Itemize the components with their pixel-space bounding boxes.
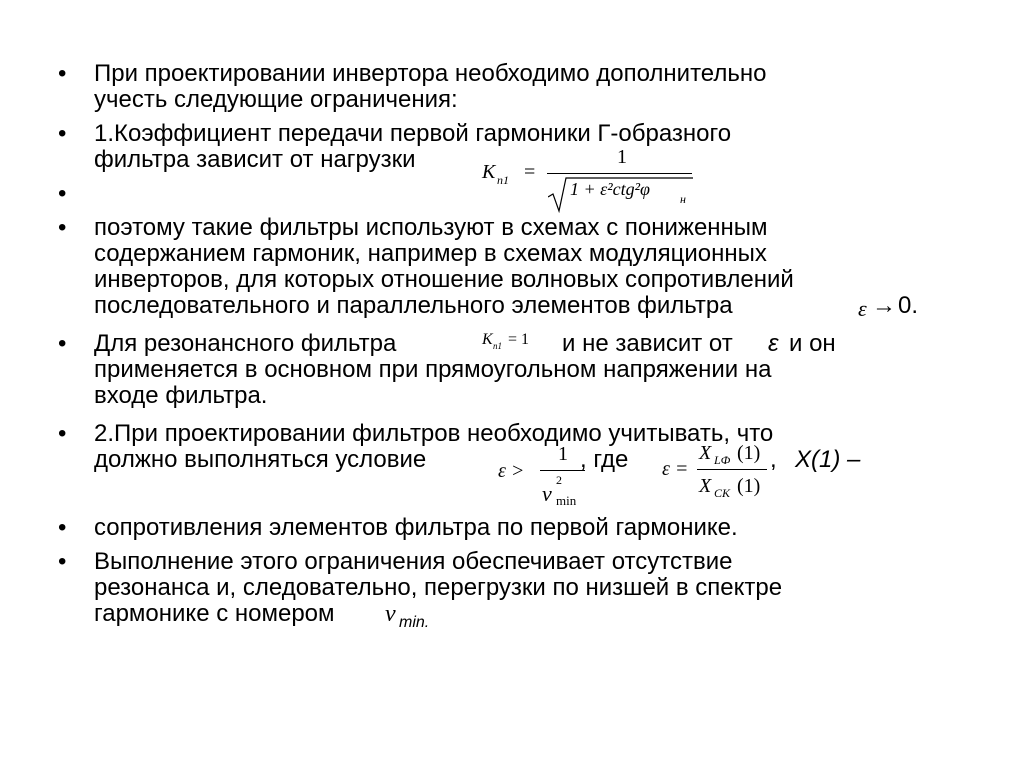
bullet-line: гармонике с номером (94, 600, 335, 627)
fraction-bar (547, 173, 692, 174)
bullet-inline-text: , где (580, 446, 629, 473)
bullet-inline-text: и не зависит от (562, 330, 733, 357)
bullet-marker: • (58, 514, 67, 541)
bullet-tail: 0. (898, 292, 919, 319)
bullet-line: Выполнение этого ограничения обеспечивает отсутствие (94, 548, 733, 575)
bullet-line: При проектировании инвертора необходимо дополнительно (94, 60, 767, 87)
bullet-line: инверторов, для которых отношение волновых сопротивлений (94, 266, 794, 293)
bullet-line: Для резонансного фильтра (94, 330, 397, 357)
formula-eps-num: X (699, 442, 712, 464)
bullet-inline-text: и он (789, 330, 836, 357)
bullet-line: 2.При проектировании фильтров необходимо учитывать, что (94, 420, 774, 447)
bullet-marker: • (58, 548, 67, 575)
formula-eps-den: X (699, 475, 712, 497)
formula-kres-lhs: K (482, 331, 493, 348)
formula-kn1-num: 1 (617, 146, 627, 168)
formula-kn1-radicand: 1 + ε²ctg²φ (570, 179, 650, 199)
formula-condition-den-sub: min (556, 493, 577, 508)
bullet-line: содержанием гармоник, например в схемах модуляционных (94, 240, 767, 267)
formula-eps-num-sub: LФ (714, 453, 731, 467)
bullet-line: применяется в основном при прямоугольном напряжении на (94, 356, 772, 383)
bullet-inline-text: X(1) – (795, 446, 861, 473)
formula-kn1-radicand-sub: н (680, 192, 686, 206)
bullet-line: резонанса и, следовательно, перегрузки по низшей в спектре (94, 574, 783, 601)
formula-kn1-eq: = (524, 161, 536, 183)
epsilon-inline: ε (768, 330, 779, 357)
formula-epsilon-def (662, 442, 772, 502)
formula-eps-den-sub: CK (714, 486, 731, 500)
bullet-line: 1.Коэффициент передачи первой гармоники Г-образного (94, 120, 732, 147)
formula-kn1-lhs: K (482, 161, 496, 183)
bullet-marker: • (58, 180, 67, 207)
nu-subscript: min. (399, 614, 430, 631)
formula-kres-rhs: = 1 (508, 331, 530, 348)
bullet-marker: • (58, 120, 67, 147)
formula-kn1-lhs-sub: n1 (497, 173, 509, 187)
fraction-bar (540, 470, 585, 471)
formula-condition-num: 1 (558, 443, 568, 465)
bullet-marker: • (58, 214, 67, 241)
formula-kn1 (482, 146, 697, 214)
formula-condition (498, 443, 593, 513)
bullet-inline-text: , (770, 446, 777, 473)
arrow-symbol: → (872, 293, 896, 319)
bullet-line: должно выполняться условие (94, 446, 427, 473)
bullet-marker: • (58, 420, 67, 447)
fraction-bar (697, 469, 767, 470)
formula-condition-den: ν (542, 481, 552, 506)
formula-eps-num-arg: (1) (737, 442, 761, 464)
bullet-marker: • (58, 60, 67, 87)
formula-condition-den-sup: 2 (556, 473, 562, 487)
nu-symbol: ν (385, 601, 396, 627)
bullet-line: последовательного и параллельного элементов фильтра (94, 292, 733, 319)
bullet-line: поэтому такие фильтры используют в схемах с пониженным (94, 214, 768, 241)
formula-condition-lhs: ε > (498, 460, 525, 482)
formula-eps-den-arg: (1) (737, 475, 761, 497)
bullet-line: учесть следующие ограничения: (94, 86, 458, 113)
bullet-marker: • (58, 330, 67, 357)
formula-kres-sub: n1 (493, 341, 502, 351)
epsilon-symbol: ε (858, 296, 867, 321)
bullet-line: входе фильтра. (94, 382, 268, 409)
bullet-line: сопротивления элементов фильтра по первой гармонике. (94, 514, 738, 541)
bullet-line: фильтра зависит от нагрузки (94, 146, 416, 173)
formula-eps-lhs: ε = (662, 458, 689, 480)
